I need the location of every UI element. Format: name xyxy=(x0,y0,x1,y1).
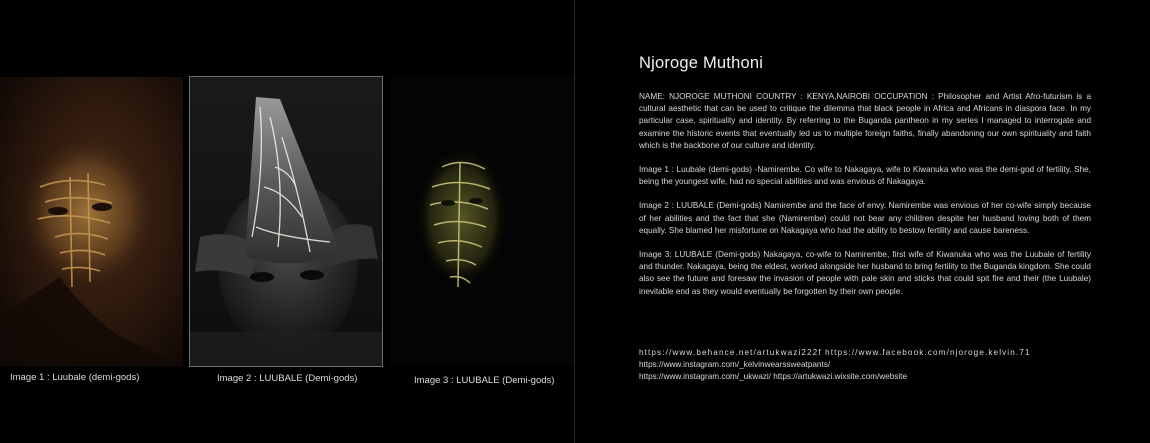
statement-image-2: Image 2 : LUUBALE (Demi-gods) Namirembe and the face of envy. Namirembe was envious of her co-wife simply because of her abilities and the fact that she (Namirembe) could not bear any children despite her husband loving both of them equally. She blamed her misfortune on Nakagaya who had the ability to bestow fertility and cause bareness. xyxy=(639,201,1091,235)
statement-image-1: Image 1 : Luubale (demi-gods) -Namirembe. Co wife to Nakagaya, wife to Kiwanuka who was the demi-god of fertility. She, being the youngest wife, had no special abilities and was envious of Nakagaya. xyxy=(639,165,1091,187)
statement-intro: NAME: NJOROGE MUTHONI COUNTRY : KENYA,NAIROBI OCCUPATION : Philosopher and Artist Afro-futurism is a cultural aesthetic that can be used to critique the dilemma that black people in Africa and Africans in diaspora face. In my particular case, spirituality and identity. By referring to the Buganda pantheon in my series I managed to interrogate and examine the historic events that eventually led us to multiple foreign faiths, finally abandoning our own spirituality and faith which is the backbone of our culture and identity. xyxy=(639,92,1091,150)
statement-image-3: Image 3: LUUBALE (Demi-gods) Nakagaya, co-wife to Namirembe, first wife of Kiwanuka who was the Luubale of fertility and thunder. Nakagaya, being the eldest, worked alongside her husband to bring fertility to the Buganda kingdom. She could also see the future and foresaw the invasion of people with pale skin and sticks that could spit fire and their (the Luubale) inevitable end as they would eventually be forgotten by their own people. xyxy=(639,250,1091,296)
artwork-image-1 xyxy=(0,77,183,366)
link-line-instagram[interactable]: https://www.instagram.com/_kelvinwearssweatpants/ xyxy=(639,360,831,370)
link-line-behance-facebook[interactable]: https://www.behance.net/artukwazi222f https://www.facebook.com/njoroge.kelvin.71 xyxy=(639,348,1031,357)
caption-image-3: Image 3 : LUUBALE (Demi-gods) xyxy=(414,375,555,386)
left-page xyxy=(0,0,574,443)
artist-links xyxy=(639,347,1109,384)
right-page xyxy=(575,0,1150,443)
artist-name-heading: Njoroge Muthoni xyxy=(639,54,764,72)
caption-image-2: Image 2 : LUUBALE (Demi-gods) xyxy=(217,373,358,384)
artwork-image-3 xyxy=(390,77,574,366)
caption-image-1: Image 1 : Luubale (demi-gods) xyxy=(10,372,140,383)
artist-statement xyxy=(639,91,1091,310)
link-line-instagram-website[interactable]: https://www.instagram.com/_ukwazi/ https://artukwazi.wixsite.com/website xyxy=(639,372,908,382)
artwork-image-2 xyxy=(190,77,382,366)
